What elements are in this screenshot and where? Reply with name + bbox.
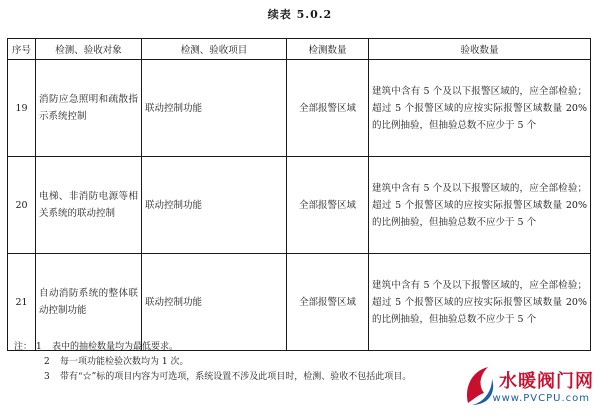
note-number: 2 xyxy=(44,357,50,367)
note-text: 带有“☆”标的项目内容为可选项，系统设置不涉及此项目时，检测、验收不包括此项目。 xyxy=(60,372,412,382)
note-item xyxy=(14,370,411,385)
row-object: 消防应急照明和疏散指示系统控制 xyxy=(36,60,142,157)
row-object: 自动消防系统的整体联动控制功能 xyxy=(36,254,142,351)
row-inspect-qty: 全部报警区域 xyxy=(287,60,369,157)
row-object: 电梯、非消防电源等相关系统的联动控制 xyxy=(36,157,142,254)
row-accept-qty: 建筑中含有 5 个及以下报警区域的，应全部检验；超过 5 个报警区域的应按实际报警区域数量 20% 的比例抽验，但抽验总数不应少于 5 个 xyxy=(369,254,591,351)
row-item: 联动控制功能 xyxy=(142,157,287,254)
row-number: 20 xyxy=(8,157,36,254)
table-row xyxy=(8,157,591,254)
table-title: 续表 5.0.2 xyxy=(267,8,333,21)
row-inspect-qty: 全部报警区域 xyxy=(287,254,369,351)
row-number: 19 xyxy=(8,60,36,157)
watermark-url: www.PVCPU.com xyxy=(492,393,590,404)
note-number: 1 xyxy=(36,342,42,352)
row-item: 联动控制功能 xyxy=(142,254,287,351)
row-number: 21 xyxy=(8,254,36,351)
header-object: 检测、验收对象 xyxy=(36,39,142,60)
valve-logo-icon xyxy=(462,363,496,409)
row-accept-qty: 建筑中含有 5 个及以下报警区域的，应全部检验；超过 5 个报警区域的应按实际报警区域数量 20% 的比例抽验，但抽验总数不应少于 5 个 xyxy=(369,157,591,254)
header-item: 检测、验收项目 xyxy=(142,39,287,60)
header-inspect-qty: 检测数量 xyxy=(287,39,369,60)
row-accept-qty: 建筑中含有 5 个及以下报警区域的，应全部检验；超过 5 个报警区域的应按实际报警区域数量 20% 的比例抽验，但抽验总数不应少于 5 个 xyxy=(369,60,591,157)
note-text: 每一项功能检验次数均为 1 次。 xyxy=(60,357,189,367)
header-seq: 序号 xyxy=(8,39,36,60)
site-watermark xyxy=(464,363,594,413)
watermark-brand: 水暖阀门网 xyxy=(499,371,594,392)
table-header-row xyxy=(8,39,591,60)
note-item xyxy=(14,340,411,355)
note-text: 表中的抽检数量均为最低要求。 xyxy=(52,342,179,352)
notes-prefix: 注： xyxy=(14,342,33,352)
inspection-table xyxy=(7,38,591,351)
table-row xyxy=(8,60,591,157)
row-item: 联动控制功能 xyxy=(142,60,287,157)
header-accept-qty: 验收数量 xyxy=(369,39,591,60)
table-row xyxy=(8,254,591,351)
note-item xyxy=(14,355,411,370)
note-number: 3 xyxy=(44,372,50,382)
table-notes xyxy=(14,340,411,385)
row-inspect-qty: 全部报警区域 xyxy=(287,157,369,254)
